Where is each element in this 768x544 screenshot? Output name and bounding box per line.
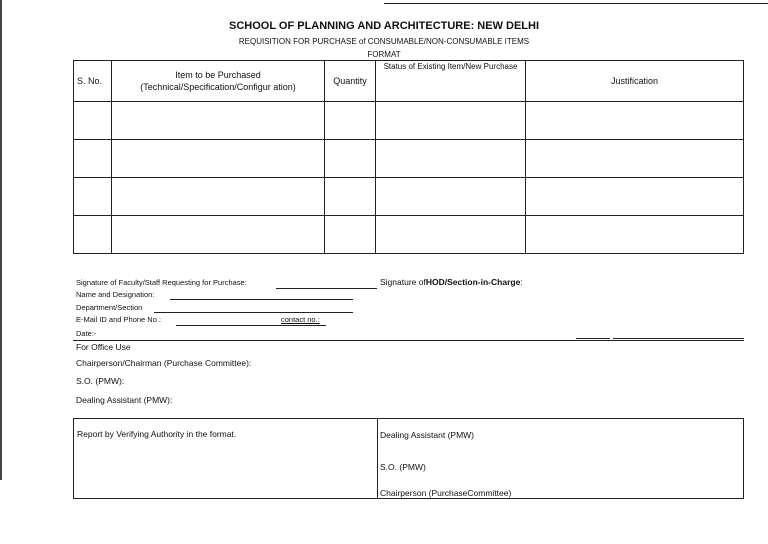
format-label: FORMAT (367, 50, 401, 59)
hod-signature-label (380, 277, 523, 287)
items-table (73, 60, 744, 254)
department-label: Department/Section (76, 303, 143, 312)
date-label: Date:- (76, 329, 97, 338)
cell-sno[interactable] (74, 178, 112, 216)
cell-justification[interactable] (526, 216, 744, 254)
hod-signature-line-a[interactable] (576, 338, 610, 339)
cell-sno[interactable] (74, 216, 112, 254)
cell-sno[interactable] (74, 140, 112, 178)
col-header-status: Status of Existing Item/New Purchase (376, 61, 526, 102)
table-header-row (74, 61, 744, 102)
cell-justification[interactable] (526, 140, 744, 178)
contact-no-label: contact no.: (281, 315, 320, 324)
box-chairperson-label: Chairperson (PurchaseCommittee) (380, 488, 512, 498)
cell-item[interactable] (112, 102, 325, 140)
cell-item[interactable] (112, 178, 325, 216)
cell-item[interactable] (112, 216, 325, 254)
table-row (74, 140, 744, 178)
col-header-item: Item to be Purchased (Technical/Specification/Configur ation) (112, 61, 325, 102)
document-subtitle: REQUISITION FOR PURCHASE of CONSUMABLE/NON-CONSUMABLE ITEMS (238, 37, 530, 46)
cell-justification[interactable] (526, 178, 744, 216)
office-dealing-label: Dealing Assistant (PMW): (76, 395, 173, 405)
name-designation-label: Name and Designation: (76, 290, 155, 299)
cell-sno[interactable] (74, 102, 112, 140)
hod-label-prefix: Signature of (380, 277, 426, 287)
report-verifying-label: Report by Verifying Authority in the format. (77, 429, 237, 439)
cell-status[interactable] (376, 178, 526, 216)
col-header-sno: S. No. (74, 61, 112, 102)
table-row (74, 102, 744, 140)
hod-signature-line-b[interactable] (613, 338, 744, 339)
cell-quantity[interactable] (325, 140, 376, 178)
box-dealing-assistant-label: Dealing Assistant (PMW) (380, 430, 474, 440)
cell-status[interactable] (376, 216, 526, 254)
cell-status[interactable] (376, 140, 526, 178)
office-chairperson-label: Chairperson/Chairman (Purchase Committee): (76, 358, 252, 368)
document-title: SCHOOL OF PLANNING AND ARCHITECTURE: NEW DELHI (228, 20, 540, 32)
office-use-label: For Office Use (76, 342, 131, 352)
name-designation-line[interactable] (170, 299, 353, 300)
faculty-signature-label: Signature of Faculty/Staff Requesting for Purchase: (76, 278, 247, 287)
verifying-authority-box (73, 418, 744, 499)
faculty-signature-line[interactable] (276, 288, 377, 289)
email-phone-label: E-Mail ID and Phone No.: (76, 315, 162, 324)
hod-label-suffix: : (520, 277, 523, 287)
box-so-label: S.O. (PMW) (380, 462, 426, 472)
col-header-quantity: Quantity (325, 61, 376, 102)
cell-quantity[interactable] (325, 216, 376, 254)
department-line[interactable] (154, 312, 353, 313)
cell-justification[interactable] (526, 102, 744, 140)
cell-quantity[interactable] (325, 102, 376, 140)
table-row (74, 216, 744, 254)
top-rule (384, 3, 768, 4)
cell-status[interactable] (376, 102, 526, 140)
table-row (74, 178, 744, 216)
col-header-justification: Justification (526, 61, 744, 102)
cell-quantity[interactable] (325, 178, 376, 216)
hod-label-bold: HOD/Section-in-Charge (425, 277, 521, 287)
cell-item[interactable] (112, 140, 325, 178)
office-so-label: S.O. (PMW): (76, 376, 125, 386)
email-phone-line[interactable] (176, 325, 326, 326)
page-left-border (0, 0, 2, 480)
box-divider (377, 419, 378, 498)
section-divider (73, 340, 744, 341)
